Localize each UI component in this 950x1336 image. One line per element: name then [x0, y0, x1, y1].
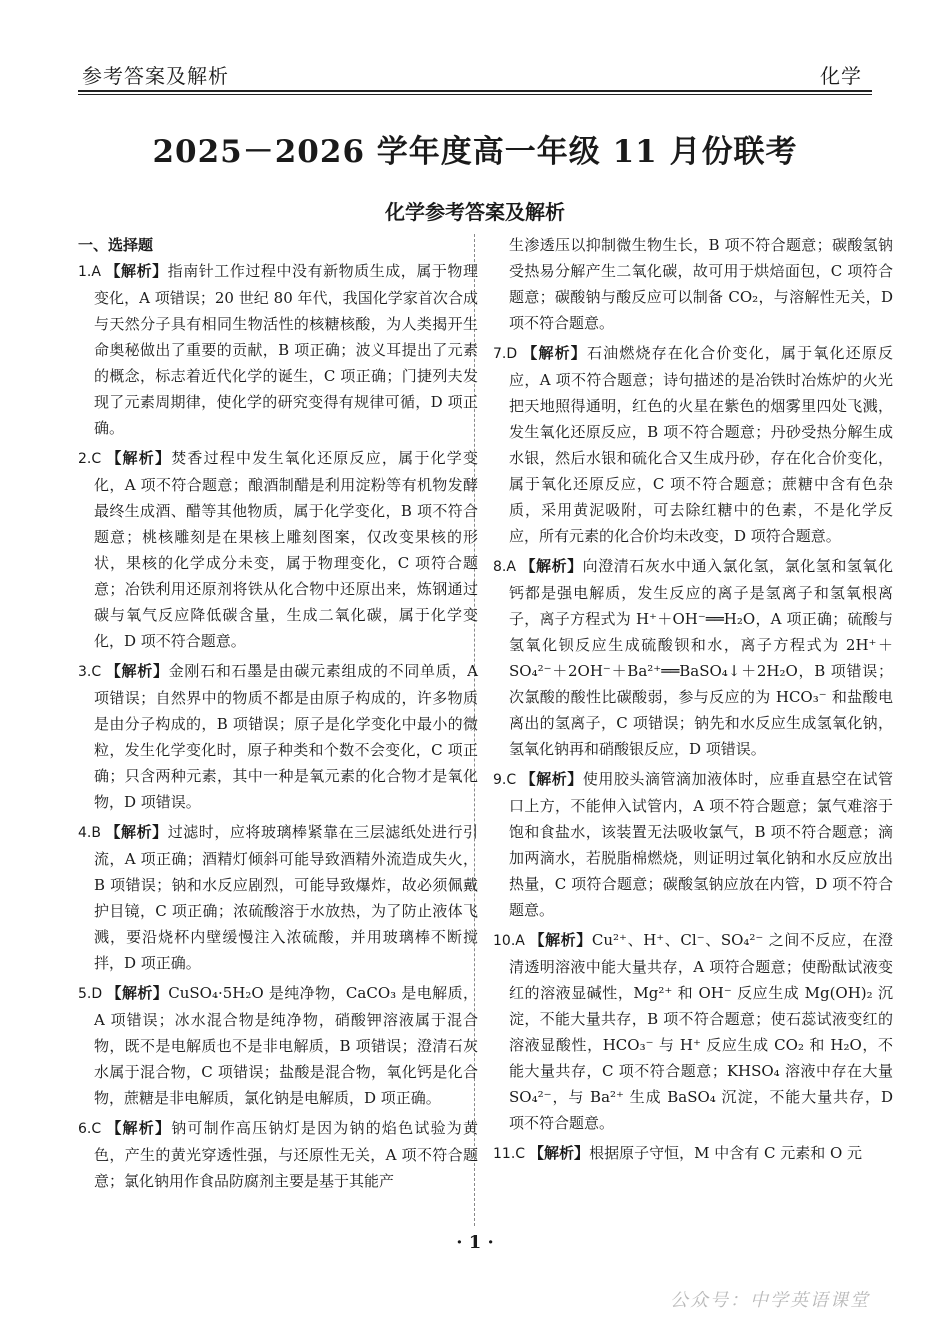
analysis-tag: 【解析】	[105, 449, 172, 467]
analysis-text: 焚香过程中发生氧化还原反应，属于化学变化，A 项不符合题意；酿酒制醋是利用淀粉等有机物发酵最终生成酒、醋等其他物质，属于化学变化，B 项不符合题意；桃核雕刻是在果核上雕刻图案，仅改变果核的形状，果核的化学成分未变，属于物理变化，C 项符合题意；冶铁利用还原剂将铁从化合物中还原出来，炼钢通过碳与氧气反应降低碳含量，生成二氧化碳，属于化学变化，D 项不符合题意。	[94, 449, 478, 650]
answer-item	[493, 927, 893, 1136]
question-number: 6.	[78, 1121, 92, 1137]
analysis-text: 石油燃烧存在化合价变化，属于氧化还原反应，A 项不符合题意；诗句描述的是冶铁时冶炼炉的火光把天地照得通明，红色的火星在紫色的烟雾里四处飞溅，发生氧化还原反应，B 项不符合题意；丹砂受热分解生成水银，然后水银和硫化合又生成丹砂，存在化合价变化，属于氧化还原反应，C 项不符合题意；蔗糖中含有色杂质，采用黄泥吸附，可去除红糖中的色素，不是化学反应，所有元素的化合价均未改变，D 项符合题意。	[509, 344, 893, 545]
analysis-text: Cu²⁺、H⁺、Cl⁻、SO₄²⁻ 之间不反应，在澄清透明溶液中能大量共存，A 项符合题意；使酚酞试液变红的溶液显碱性，Mg²⁺ 和 OH⁻ 反应生成 Mg(OH)₂ 沉淀，不能大量共存，B 项不符合题意；使石蕊试液变红的溶液显酸性，HCO₃⁻ 与 H⁺ 反应生成 CO₂ 和 H₂O，不能大量共存，C 项不符合题意；KHSO₄ 溶液中存在大量 SO₄²⁻，与 Ba²⁺ 生成 BaSO₄ 沉淀，不能大量共存，D 项不符合题意。	[509, 931, 893, 1132]
analysis-tag: 【解析】	[105, 1119, 172, 1137]
answer-letter: A	[91, 264, 101, 280]
analysis-text: 根据原子守恒，M 中含有 C 元素和 O 元	[589, 1144, 863, 1162]
question-number: 10.	[493, 933, 516, 949]
watermark: 公众号：中学英语课堂	[670, 1290, 870, 1311]
answer-letter: C	[506, 772, 517, 788]
answer-letter: D	[91, 986, 103, 1002]
analysis-tag: 【解析】	[521, 344, 587, 362]
analysis-text: 过滤时，应将玻璃棒紧靠在三层滤纸处进行引流，A 项正确；酒精灯倾斜可能导致酒精外流造成失火，B 项错误；钠和水反应剧烈，可能导致爆炸，故必须佩戴护目镜，C 项正确；浓硫酸溶于水放热，为了防止液体飞溅，要沿烧杯内壁缓慢注入浓硫酸，并用玻璃棒不断搅拌，D 项正确。	[94, 823, 478, 972]
analysis-text: 使用胶头滴管滴加液体时，应垂直悬空在试管口上方，不能伸入试管内，A 项不符合题意；氯气难溶于饱和食盐水，该装置无法吸收氯气，B 项不符合题意；滴加两滴水，若脱脂棉燃烧，则证明过氧化钠和水反应放出热量，C 项符合题意；碳酸氢钠应放在内管，D 项不符合题意。	[509, 770, 893, 919]
analysis-tag: 【解析】	[104, 262, 168, 280]
header-left: 参考答案及解析	[82, 64, 229, 88]
question-number: 7.	[493, 346, 507, 362]
page-title: 2025－2026 学年度高一年级 11 月份联考	[152, 134, 798, 170]
question-number: 9.	[493, 772, 507, 788]
analysis-text: 向澄清石灰水中通入氯化氢，氯化氢和氢氧化钙都是强电解质，发生反应的离子是氢离子和氢氧根离子，离子方程式为 H⁺＋OH⁻══H₂O，A 项正确；硫酸与氢氧化钡反应生成硫酸钡和水，离子方程式为 2H⁺＋SO₄²⁻＋2OH⁻＋Ba²⁺══BaSO₄↓＋2H₂O，B 项错误；次氯酸的酸性比碳酸弱，参与反应的为 HCO₃⁻ 和盐酸电离出的氢离子，C 项错误；钠先和水反应生成氢氧化钠，氢氧化钠再和硝酸银反应，D 项错误。	[509, 557, 893, 758]
analysis-tag: 【解析】	[520, 770, 583, 788]
answer-item	[78, 658, 478, 815]
analysis-text: 生渗透压以抑制微生物生长，B 项不符合题意；碳酸氢钠受热易分解产生二氧化碳，故可用于烘焙面包，C 项符合题意；碳酸钠与酸反应可以制备 CO₂，与溶解性无关，D 项不符合题意。	[509, 236, 893, 332]
right-column	[493, 232, 893, 1171]
answer-item	[493, 1140, 893, 1167]
analysis-text: CuSO₄·5H₂O 是纯净物，CaCO₃ 是电解质，A 项错误；冰水混合物是纯净物，硝酸钾溶液属于混合物，既不是电解质也不是非电解质，B 项错误；澄清石灰水属于混合物，C 项错误；盐酸是混合物，氧化钙是化合物，蔗糖是非电解质，氯化钠是电解质，D 项正确。	[94, 984, 478, 1107]
page-number: · 1 ·	[456, 1232, 494, 1253]
analysis-tag: 【解析】	[529, 1144, 590, 1162]
analysis-tag: 【解析】	[519, 557, 583, 575]
analysis-tag: 【解析】	[106, 984, 169, 1002]
question-number: 8.	[493, 559, 507, 575]
answer-letter: C	[91, 664, 102, 680]
analysis-text: 金刚石和石墨是由碳元素组成的不同单质，A 项错误；自然界中的物质不都是由原子构成的，许多物质是由分子构成的，B 项错误；原子是化学变化中最小的微粒，发生化学变化时，原子种类和个数不会变化，C 项正确；只含两种元素，其中一种是氧元素的化合物才是氧化物，D 项错误。	[94, 662, 478, 811]
header-rule	[78, 90, 872, 92]
question-number: 11.	[493, 1146, 516, 1162]
question-number: 3.	[78, 664, 92, 680]
section-heading: 一、选择题	[78, 236, 154, 254]
answer-letter: C	[91, 451, 102, 467]
answer-item	[493, 553, 893, 762]
analysis-tag: 【解析】	[105, 662, 169, 680]
answer-letter: C	[91, 1121, 102, 1137]
answer-item	[78, 1115, 478, 1194]
analysis-tag: 【解析】	[104, 823, 168, 841]
answer-letter: A	[515, 933, 525, 949]
question-number: 5.	[78, 986, 92, 1002]
analysis-tag: 【解析】	[528, 931, 592, 949]
answer-item	[78, 445, 478, 654]
analysis-text: 钠可制作高压钠灯是因为钠的焰色试验为黄色，产生的黄光穿透性强，与还原性无关，A 项不符合题意；氯化钠用作食品防腐剂主要是基于其能产	[94, 1119, 478, 1190]
answer-letter: B	[91, 825, 101, 841]
question-number: 4.	[78, 825, 92, 841]
left-column	[78, 232, 478, 1198]
answer-item	[493, 232, 893, 336]
answer-letter: D	[506, 346, 518, 362]
answer-letter: C	[515, 1146, 526, 1162]
analysis-text: 指南针工作过程中没有新物质生成，属于物理变化，A 项错误；20 世纪 80 年代，我国化学家首次合成与天然分子具有相同生物活性的核糖核酸，为人类揭开生命奥秘做出了重要的贡献，B 项正确；波义耳提出了元素的概念，标志着近代化学的诞生，C 项正确；门捷列夫发现了元素周期律，使化学的研究变得有规律可循，D 项正确。	[94, 262, 478, 437]
answer-letter: A	[506, 559, 516, 575]
answer-item	[493, 766, 893, 923]
question-number: 2.	[78, 451, 92, 467]
answer-item	[78, 258, 478, 441]
answer-item	[78, 819, 478, 976]
question-number: 1.	[78, 264, 92, 280]
header-right: 化学	[820, 64, 862, 88]
header-rule-thin	[78, 94, 872, 95]
answer-item	[493, 340, 893, 549]
page-subtitle: 化学参考答案及解析	[385, 200, 565, 224]
answer-item	[78, 980, 478, 1111]
